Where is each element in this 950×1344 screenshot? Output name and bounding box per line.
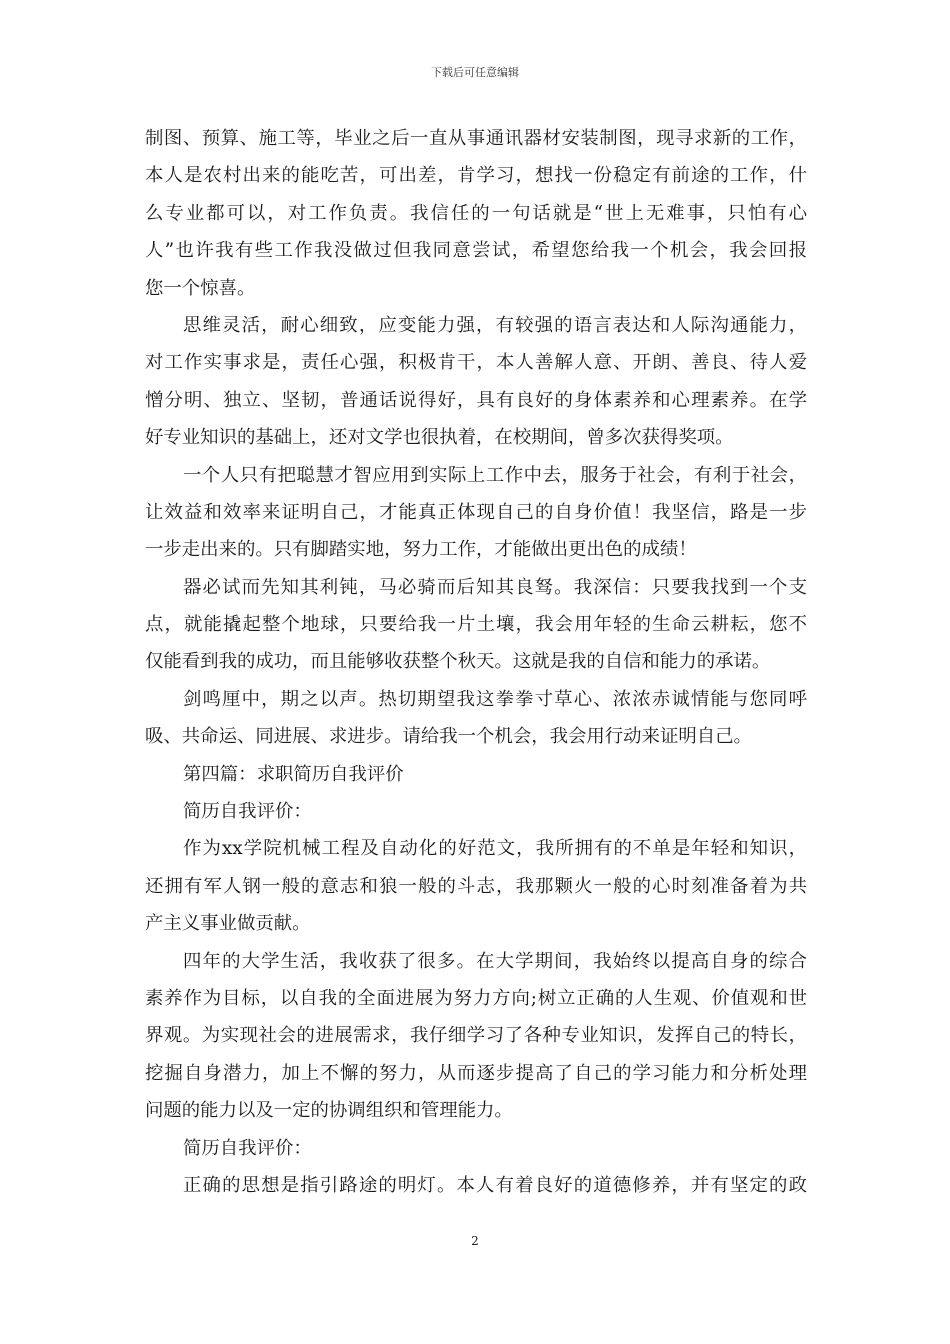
text-line: 挖掘自身潜力，加上不懈的努力，从而逐步提高了自己的学习能力和分析处理 [145,1062,807,1084]
text-line: 产主义事业做贡献。 [145,913,311,935]
text-line: 您一个惊喜。 [145,277,256,299]
text-line: 作为xx学院机械工程及自动化的好范文，我所拥有的不单是年轻和知识， [183,838,807,860]
text-line: 点，就能撬起整个地球，只要给我一片土壤，我会用年轻的生命云耕耘，您不 [145,614,807,636]
text-line: 正确的思想是指引路途的明灯。本人有着良好的道德修养，并有坚定的政 [183,1174,807,1196]
text-line: 器必试而先知其利钝，马必骑而后知其良驽。我深信：只要我找到一个支 [183,576,807,598]
text-line: 吸、共命运、同进展、求进步。请给我一个机会，我会用行动来证明自己。 [145,726,752,748]
text-line: 制图、预算、施工等，毕业之后一直从事通讯器材安装制图，现寻求新的工作， [145,128,807,149]
text-line: 四年的大学生活，我收获了很多。在大学期间，我始终以提高自身的综合 [183,950,807,972]
text-line: 仅能看到我的成功，而且能够收获整个秋天。这就是我的自信和能力的承诺。 [145,651,771,673]
text-line: 剑鸣厘中，期之以声。热切期望我这拳拳寸草心、浓浓赤诚情能与您同呼 [183,688,807,710]
document-body [145,120,807,1204]
text-line: 思维灵活，耐心细致，应变能力强，有较强的语言表达和人际沟通能力， [183,314,807,336]
text-line: 让效益和效率来证明自己，才能真正体现自己的自身价值！我坚信，路是一步 [145,501,807,523]
section-heading: 第四篇：求职简历自我评价 [183,763,404,785]
text-line: 憎分明、独立、坚韧，普通话说得好，具有良好的身体素养和心理素养。在学 [145,389,807,411]
subheading: 简历自我评价： [183,1137,312,1159]
subheading: 简历自我评价： [183,801,312,823]
text-line: 人”也许我有些工作我没做过但我同意尝试，希望您给我一个机会，我会回报 [145,240,807,262]
text-line: 本人是农村出来的能吃苦，可出差，肯学习，想找一份稳定有前途的工作，什 [145,165,807,187]
page-number: 2 [471,1234,479,1248]
text-line: 问题的能力以及一定的协调组织和管理能力。 [145,1100,513,1122]
text-line: 一个人只有把聪慧才智应用到实际上工作中去，服务于社会，有利于社会， [183,464,807,486]
text-line: 对工作实事求是，责任心强，积极肯干，本人善解人意、开朗、善良、待人爱 [145,352,807,374]
text-line: 还拥有军人钢一般的意志和狼一般的斗志，我那颗火一般的心时刻准备着为共 [145,875,807,897]
text-line: 界观。为实现社会的进展需求，我仔细学习了各种专业知识，发挥自己的特长， [145,1025,807,1047]
text-line: 一步走出来的。只有脚踏实地，努力工作，才能做出更出色的成绩！ [145,539,697,561]
page-header: 下载后可任意编辑 [431,66,519,79]
text-line: 么专业都可以，对工作负责。我信任的一句话就是“世上无难事，只怕有心 [145,202,807,224]
text-line: 好专业知识的基础上，还对文学也很执着，在校期间，曾多次获得奖项。 [145,427,734,449]
text-line: 素养作为目标，以自我的全面进展为努力方向;树立正确的人生观、价值观和世 [145,987,807,1009]
